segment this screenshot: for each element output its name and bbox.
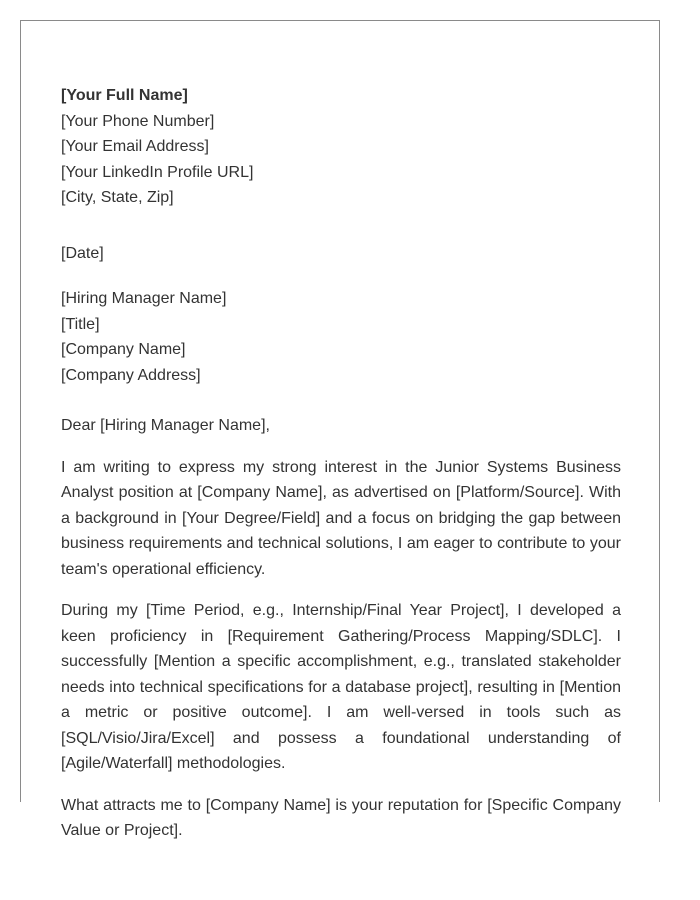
- sender-linkedin: [Your LinkedIn Profile URL]: [61, 163, 254, 181]
- sender-block: [61, 83, 621, 211]
- cover-letter: [61, 83, 621, 844]
- sender-phone: [Your Phone Number]: [61, 112, 215, 130]
- body-paragraph-company-fit: What attracts me to [Company Name] is your reputation for [Specific Company Value or Project].: [61, 796, 621, 839]
- salutation-text: Dear [Hiring Manager Name],: [61, 417, 270, 434]
- sender-email: [Your Email Address]: [61, 138, 209, 155]
- body-paragraph-experience: During my [Time Period, e.g., Internship/Final Year Project], I developed a keen proficiency in [Requirement Gathering/Process Mapping/SDLC]. I successfully [Mention a specific accomplishment, e.g., translated stakeholder needs into technical specifications for a database project], resulting in [Mention a metric or positive outcome]. I am well-versed in tools such as [SQL/Visio/Jira/Excel] and possess a foundational understanding of [Agile/Waterfall] methodologies.: [61, 602, 621, 772]
- date-block: [61, 241, 621, 267]
- document-page: [20, 20, 660, 839]
- letter-date: [Date]: [61, 244, 104, 262]
- body-paragraph-intro: I am writing to express my strong interest in the Junior Systems Business Analyst position at [Company Name], as advertised on [Platform/Source]. With a background in [Your Degree/Field] and a focus on bridging the gap between business requirements and technical solutions, I am eager to contribute to your team's operational efficiency.: [61, 458, 621, 578]
- recipient-name: [Hiring Manager Name]: [61, 290, 227, 307]
- salutation: [61, 413, 621, 439]
- sender-name: [Your Full Name]: [61, 87, 188, 104]
- recipient-block: [61, 286, 621, 388]
- sender-location: [City, State, Zip]: [61, 189, 174, 206]
- recipient-title: [Title]: [61, 315, 100, 333]
- recipient-address: [Company Address]: [61, 366, 201, 384]
- recipient-company: [Company Name]: [61, 341, 186, 358]
